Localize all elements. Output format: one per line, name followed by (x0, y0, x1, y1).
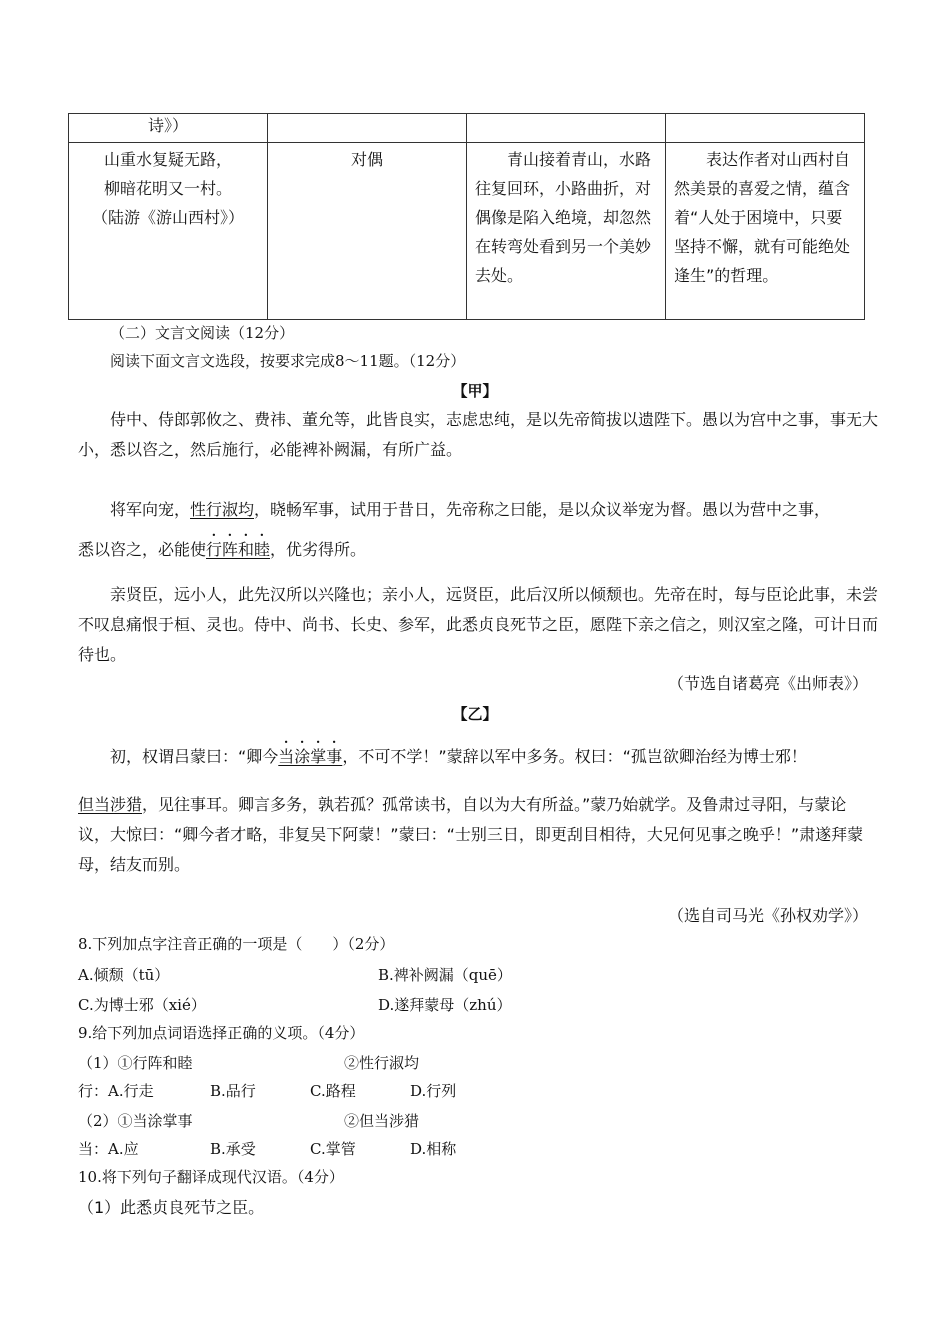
section-heading: （二）文言文阅读（12分） (110, 324, 295, 342)
comparison-table (68, 113, 865, 320)
table-cell-emotion: 表达作者对山西村自然美景的喜爱之情，蕴含着“人处于困境中，只要坚持不懈，就有可能绝处逢生”的哲理。 (666, 143, 865, 320)
question-8-option-b: B.裨补阙漏（quē） (378, 966, 512, 984)
passage-jia-p2 (78, 479, 878, 581)
text-span: 初，权谓吕蒙曰：“卿今 (110, 747, 279, 766)
passage-yi (78, 738, 878, 880)
section-instruction: 阅读下面文言文选段，按要求完成8～11题。（12分） (110, 352, 466, 370)
passage-jia-p1: 侍中、侍郎郭攸之、费祎、董允等，此皆良实，志虑忠纯，是以先帝简拔以遗陛下。愚以为宫中之事，事无大小，悉以咨之，然后施行，必能裨补阙漏，有所广益。 (78, 410, 879, 459)
text-span: 悉以咨之，必能使 (78, 540, 207, 559)
table-cell (666, 114, 865, 143)
question-8-option-c: C.为博士邪（xié） (78, 996, 206, 1014)
question-9-sub2-opt: 当：A.应 (78, 1140, 139, 1158)
poem-line: 山重水复疑无路， (103, 150, 232, 169)
passage-label-jia: 【甲】 (452, 382, 498, 400)
passage-jia-p3: 亲贤臣，远小人，此先汉所以兴隆也；亲小人，远贤臣，此后汉所以倾颓也。先帝在时，每与臣论此事，未尝不叹息痛恨于桓、灵也。侍中、尚书、长史、参军，此悉贞良死节之臣，愿陛下亲之信之，则汉室之隆，可计日而待也。 (78, 585, 879, 664)
table-cell (268, 114, 467, 143)
underlined-dotted-phrase: 当涂掌事 (278, 747, 343, 766)
table-cell-analysis: 青山接着青山，水路往复回环，小路曲折，对偶像是陷入绝境，却忽然在转弯处看到另一个美妙去处。 (467, 143, 666, 320)
text-span: ，优劣得所。 (270, 540, 367, 559)
question-9-sub1-b: ②性行淑均 (344, 1054, 420, 1072)
question-10-stem: 10.将下列句子翻译成现代汉语。（4分） (78, 1168, 344, 1186)
question-9-sub2-opt: D.相称 (410, 1140, 457, 1158)
question-8-stem: 8.下列加点字注音正确的一项是（ ）（2分） (78, 935, 395, 953)
question-8-option-a: A.倾颓（tū） (78, 966, 170, 984)
poem-source: （陆游《游山西村》） (91, 208, 244, 227)
underlined-dotted-phrase: 行阵和睦 (206, 540, 271, 559)
question-9-sub2-opt: C.掌管 (310, 1140, 356, 1158)
question-9-sub2-opt: B.承受 (210, 1140, 256, 1158)
table-row (69, 143, 865, 320)
passage-label-yi: 【乙】 (452, 705, 498, 723)
question-10-sub1: （1）此悉贞良死节之臣。 (78, 1198, 265, 1217)
question-9-sub2-a: （2）①当涂掌事 (78, 1112, 193, 1130)
passage-yi-source: （选自司马光《孙权劝学》） (667, 906, 868, 925)
table-row (69, 114, 865, 143)
underlined-phrase: 性行淑均 (190, 500, 255, 519)
table-cell-technique: 对偶 (268, 143, 467, 320)
text-span: 将军向宠， (110, 500, 191, 519)
table-cell-poem (69, 143, 268, 320)
question-9-sub1-opt: 行：A.行走 (78, 1082, 154, 1100)
question-9-sub2-b: ②但当涉猎 (344, 1112, 420, 1130)
text-span: ，见往事耳。卿言多务，孰若孤？孤常读书，自以为大有所益。”蒙乃始就学。及鲁肃过寻阳，与蒙论议，大惊曰：“卿今者才略，非复吴下阿蒙！”蒙曰：“士别三日，即更刮目相待，大兄何见事之晚乎！”肃遂拜蒙母，结友而别。 (78, 795, 864, 874)
question-9-sub1-opt: B.品行 (210, 1082, 256, 1100)
passage-jia-source: （节选自诸葛亮《出师表》） (667, 674, 868, 693)
question-9-sub1-opt: D.行列 (410, 1082, 457, 1100)
underlined-phrase: 但当涉猎 (78, 795, 143, 814)
text-span: ，晓畅军事，试用于昔日，先帝称之曰能，是以众议举宠为督。愚以为营中之事， (254, 500, 831, 519)
poem-line: 柳暗花明又一村。 (103, 179, 232, 198)
table-cell (467, 114, 666, 143)
text-span: ，不可不学！”蒙辞以军中多务。权曰：“孤岂欲卿治经为博士邪！ (342, 747, 807, 766)
question-9-sub1-a: （1）①行阵和睦 (78, 1054, 193, 1072)
question-8-option-d: D.遂拜蒙母（zhú） (378, 996, 512, 1014)
table-cell (69, 114, 268, 143)
question-9-sub1-opt: C.路程 (310, 1082, 356, 1100)
poem-source-tail: 诗》） (147, 116, 188, 135)
question-9-stem: 9.给下列加点词语选择正确的义项。（4分） (78, 1024, 365, 1042)
